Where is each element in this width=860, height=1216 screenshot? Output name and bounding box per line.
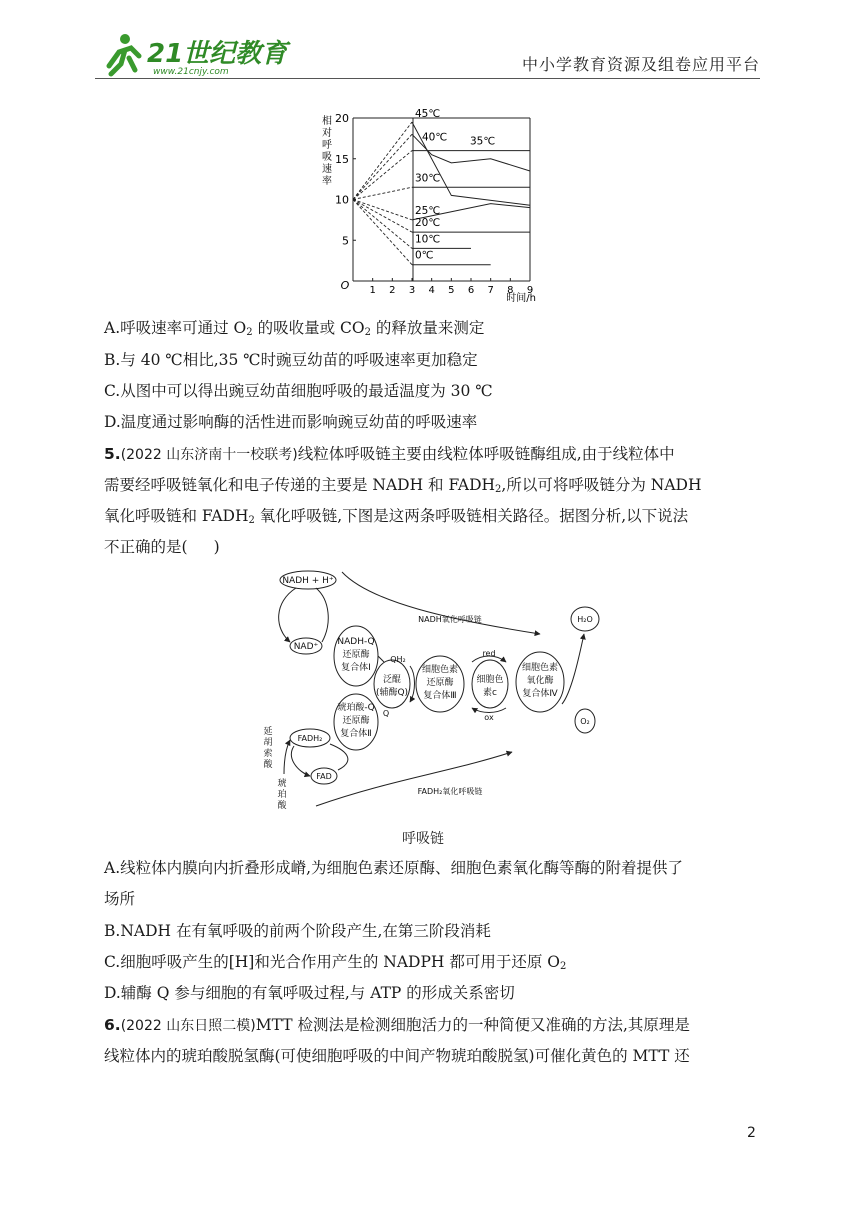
q5-option-a-line-1: A.线粒体内膜向内折叠形成嵴,为细胞色素还原酶、细胞色素氧化酶等酶的附着提供了 xyxy=(104,859,684,877)
q6-stem-line-1: 6.(2022 山东日照二模)MTT 检测法是检测细胞活力的一种简便又准确的方法,其原理是 xyxy=(104,1016,690,1034)
question-source: (2022 山东济南十一校联考) xyxy=(120,447,298,463)
svg-text:泛醌: 泛醌 xyxy=(382,675,402,685)
x-tick-label: 7 xyxy=(487,285,494,296)
svg-text:细胞色: 细胞色 xyxy=(476,675,504,685)
figure-caption: 呼吸链 xyxy=(402,831,444,847)
q6-stem-line-2: 线粒体内的琥珀酸脱氢酶(可使细胞呼吸的中间产物琥珀酸脱氢)可催化黄色的 MTT 还 xyxy=(104,1047,690,1065)
x-tick-label: 6 xyxy=(467,285,475,296)
series-label: 45℃ xyxy=(415,108,441,121)
respiratory-chain-diagram xyxy=(250,562,610,814)
series-dashed-segment xyxy=(353,200,412,233)
y-tick-label: 10 xyxy=(335,193,349,207)
svg-text:复合体Ⅲ: 复合体Ⅲ xyxy=(423,691,457,701)
complex-iii-label xyxy=(422,663,458,701)
q5-stem-line-1: 5.(2022 山东济南十一校联考)线粒体呼吸链主要由线粒体呼吸链酶组成,由于线粒体中 xyxy=(104,445,675,463)
svg-text:NADH-Q: NADH-Q xyxy=(337,637,375,647)
y-axis-label-char: 率 xyxy=(322,176,332,187)
y-axis-label-char: 相 xyxy=(322,116,332,127)
q5-option-c: C.细胞呼吸产生的[H]和光合作用产生的 NADPH 都可用于还原 $O_2$ xyxy=(104,953,567,972)
fadh-chain-label: FADH₂氧化呼吸链 xyxy=(417,787,483,796)
series-label: 30℃ xyxy=(415,172,441,185)
q5-stem-line-3: 氧化呼吸链和 $FADH_2$ 氧化呼吸链,下图是这两条呼吸链相关路径。据图分析,以下说法 xyxy=(104,507,689,526)
y-axis-label-char: 吸 xyxy=(322,152,332,163)
cytochrome-c-label xyxy=(476,673,503,698)
q5-option-d: D.辅酶 Q 参与细胞的有氧呼吸过程,与 ATP 的形成关系密切 xyxy=(104,984,515,1002)
series-label: 20℃ xyxy=(415,217,441,230)
o2-label: O₂ xyxy=(580,717,590,726)
x-tick-label: 8 xyxy=(507,285,514,296)
svg-text:复合体Ⅳ: 复合体Ⅳ xyxy=(522,689,558,699)
series-dashed-segment xyxy=(353,200,412,220)
svg-text:延: 延 xyxy=(263,727,273,737)
complex-ii-label xyxy=(337,701,374,739)
q5-stem-line-4: 不正确的是( ) xyxy=(104,538,220,556)
series-dashed-segment xyxy=(353,187,412,199)
svg-text:还原酶: 还原酶 xyxy=(342,650,370,660)
series-dashed-segment xyxy=(353,122,412,199)
series-label: 40℃ xyxy=(422,131,448,144)
y-axis-label xyxy=(322,114,332,187)
red-label: red xyxy=(482,649,496,658)
svg-text:素c: 素c xyxy=(483,688,497,698)
y-axis-label-char: 呼 xyxy=(322,140,332,151)
h2o-label: H₂O xyxy=(577,615,593,624)
q4-option-d: D.温度通过影响酶的活性进而影响豌豆幼苗的呼吸速率 xyxy=(104,413,478,431)
series-label: 0℃ xyxy=(415,249,434,262)
x-tick-label: 3 xyxy=(408,285,416,296)
series-dashed-segment xyxy=(353,134,412,199)
series-label: 35℃ xyxy=(470,135,496,148)
logo xyxy=(95,30,288,78)
y-axis-label-char: 对 xyxy=(322,128,332,139)
qh2-label: QH₂ xyxy=(390,655,406,664)
runner-icon xyxy=(109,34,139,74)
q4-option-b: B.与 40 ℃相比,35 ℃时豌豆幼苗的呼吸速率更加稳定 xyxy=(104,351,478,369)
y-tick-label: 5 xyxy=(342,234,349,248)
y-tick-label: 20 xyxy=(335,112,349,125)
ubiquinone-label xyxy=(376,674,408,698)
q4-option-c: C.从图中可以得出豌豆幼苗细胞呼吸的最适温度为 30 ℃ xyxy=(104,382,493,400)
svg-text:珀: 珀 xyxy=(277,790,287,800)
question-source: (2022 山东日照二模) xyxy=(120,1018,256,1034)
svg-text:(辅酶Q): (辅酶Q) xyxy=(375,688,409,698)
y-axis-label-char: 速 xyxy=(322,164,332,175)
q4-option-a: A.呼吸速率可通过 $O_2$ 的吸收量或 $CO_2$ 的释放量来测定 xyxy=(104,319,485,338)
svg-text:琥珀酸-Q: 琥珀酸-Q xyxy=(337,703,375,713)
page-number: 2 xyxy=(747,1125,756,1141)
x-tick-label: 2 xyxy=(389,285,396,296)
logo-url: www.21cnjy.com xyxy=(153,67,229,77)
fumarate-label xyxy=(263,725,273,770)
fad-label: FAD xyxy=(316,772,332,781)
nadh-chain-label: NADH氧化呼吸链 xyxy=(418,615,482,624)
succinate-label xyxy=(277,777,287,811)
svg-text:琥: 琥 xyxy=(277,779,287,789)
complex-iv-label xyxy=(522,661,558,699)
svg-text:索: 索 xyxy=(263,749,273,759)
svg-text:酸: 酸 xyxy=(263,760,273,770)
series-label: 10℃ xyxy=(415,233,441,246)
svg-text:细胞色素: 细胞色素 xyxy=(521,663,559,673)
q-label: Q xyxy=(382,709,390,718)
x-tick-label: 9 xyxy=(526,285,534,296)
question-number: 6. xyxy=(104,1016,121,1034)
series-label: 25℃ xyxy=(415,204,441,217)
question-number: 5. xyxy=(104,445,121,463)
svg-text:复合体Ⅱ: 复合体Ⅱ xyxy=(340,729,372,739)
respiration-rate-chart xyxy=(318,106,550,306)
svg-text:胡: 胡 xyxy=(263,738,273,748)
header-divider xyxy=(95,78,760,79)
svg-text:酸: 酸 xyxy=(277,801,287,811)
q5-stem-line-2: 需要经呼吸链氧化和电子传递的主要是 NADH 和 $FADH_2$,所以可将呼吸链分为 NADH xyxy=(104,476,702,495)
origin-label: O xyxy=(340,279,350,292)
complex-i-label xyxy=(337,637,374,673)
q5-option-a-line-2: 场所 xyxy=(104,890,136,908)
q5-option-b: B.NADH 在有氧呼吸的前两个阶段产生,在第三阶段消耗 xyxy=(104,922,491,940)
svg-text:还原酶: 还原酶 xyxy=(342,716,370,726)
x-tick-label: 5 xyxy=(448,285,455,296)
svg-text:复合体Ⅰ: 复合体Ⅰ xyxy=(341,663,371,673)
series-dashed-segment xyxy=(353,200,412,249)
logo-text: 21世纪教育 xyxy=(147,39,288,69)
x-tick-label: 1 xyxy=(369,285,376,296)
svg-text:还原酶: 还原酶 xyxy=(426,678,454,688)
ox-label: ox xyxy=(484,713,494,722)
series-dashed-segment xyxy=(353,151,412,200)
y-tick-label: 15 xyxy=(335,152,349,166)
svg-text:氧化酶: 氧化酶 xyxy=(526,676,554,686)
nadh-label: NADH + H⁺ xyxy=(282,576,334,586)
x-axis-label: 时间/h xyxy=(506,293,536,304)
page-header xyxy=(95,30,760,80)
x-tick-label: 4 xyxy=(428,285,435,296)
site-name: 中小学教育资源及组卷应用平台 xyxy=(521,55,760,74)
svg-text:细胞色素: 细胞色素 xyxy=(421,665,459,675)
nad-label: NAD⁺ xyxy=(293,642,319,652)
fadh2-label: FADH₂ xyxy=(297,734,323,743)
